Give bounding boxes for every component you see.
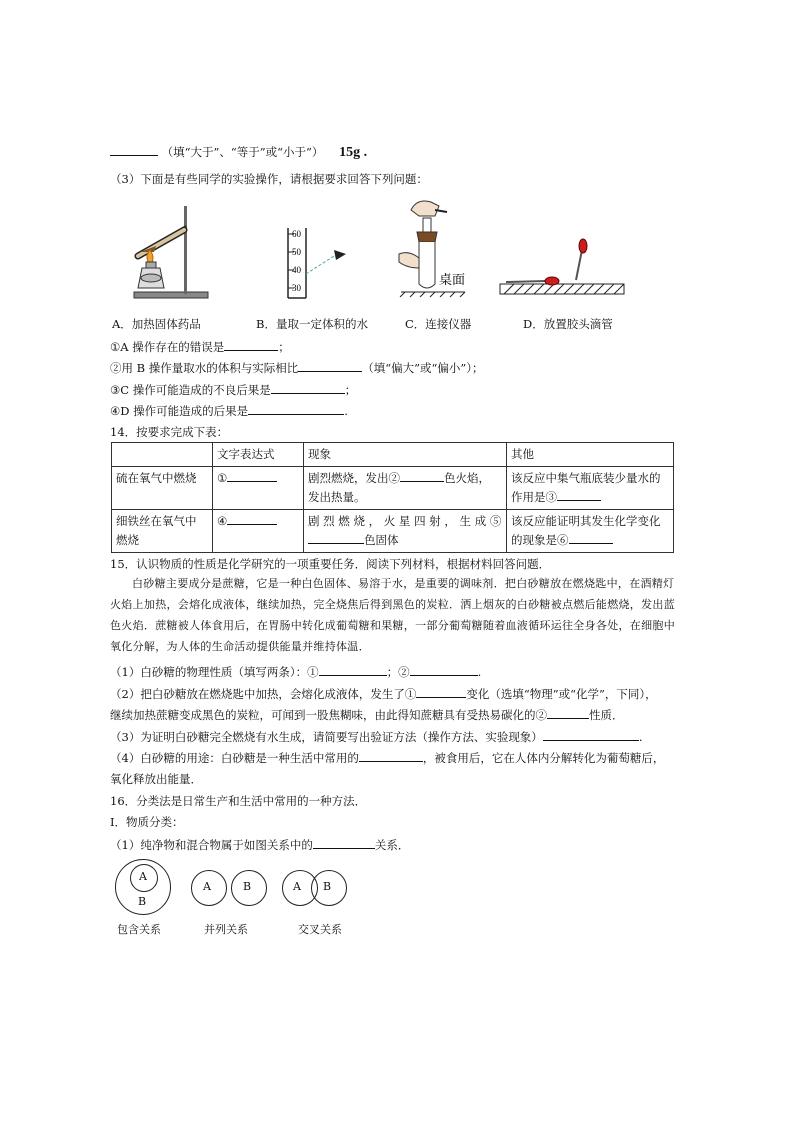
table-header-cell (112, 443, 213, 467)
answer-blank (557, 488, 601, 501)
label-a: A (203, 880, 211, 893)
tick-label-40: 40 (292, 265, 301, 275)
tick-label-30: 30 (292, 283, 301, 293)
table-header-cell: 文字表达式 (213, 443, 304, 467)
q15-passage: 白砂糖主要成分是蔗糖，它是一种白色固体、易溶于水，是重要的调味剂．把白砂糖放在燃烧匙中，在酒精灯火焰上加热，会熔化成液体，继续加热，完全烧焦后得到黑色的炭粒．洒上烟灰的白砂糖被点燃后能燃烧，发出蓝色火焰．蔗糖被人体食用后，在胃肠中转化成葡萄糖和果糖，一部分葡萄糖随着血液循环运往全身各处，在细胞中氧化分解，为人体的生命活动提供能量并维持体温． (110, 577, 675, 653)
answer-blank (271, 381, 345, 394)
q16-title: 16．分类法是日常生产和生活中常用的一种方法． (110, 794, 367, 808)
answer-blank (569, 531, 613, 544)
figure-a-heating-solid (120, 196, 210, 302)
caption-d: D．放置胶头滴管 (523, 317, 613, 331)
answer-blank (410, 663, 478, 676)
row-other: 该反应中集气瓶底装少量水的 作用是③ (507, 467, 674, 510)
answer-blank (543, 728, 639, 741)
label-b: B (138, 895, 147, 908)
table-row (112, 510, 674, 553)
row-other: 该反应能证明其发生化学变化 的现象是⑥ (507, 510, 674, 553)
label-a: A (293, 880, 301, 893)
answer-blank (110, 143, 158, 156)
fill-hint: （填“大于”、“等于”或“小于”） (161, 145, 324, 159)
answer-blank (547, 706, 589, 719)
answer-blank (227, 512, 277, 525)
q3-intro: （3）下面是有些同学的实验操作，请根据要求回答下列问题： (110, 172, 428, 186)
answer-blank (416, 685, 466, 698)
table-header-cell: 现象 (304, 443, 507, 467)
q3-sub2: ②用 B 操作量取水的体积与实际相比 （填“偏大”或“偏小”）； (110, 361, 484, 375)
q3-sub1: ①A 操作存在的错误是 ； (110, 340, 290, 354)
figure-b-measuring-cylinder (280, 226, 350, 300)
table-row (112, 467, 674, 510)
label-a: A (139, 870, 147, 883)
answer-blank (359, 749, 423, 762)
label-b: B (243, 880, 252, 893)
q15-sub4b: 氧化释放出能量． (110, 772, 202, 786)
tick-label-50: 50 (292, 247, 301, 257)
row-expression: ④ (213, 510, 304, 553)
q16-part1: I．物质分类： (110, 815, 184, 829)
answer-blank (400, 469, 444, 482)
q13-tail-line (110, 143, 367, 161)
caption-parallel: 并列关系 (204, 923, 248, 936)
q14-title: 14．按要求完成下表： (110, 425, 229, 439)
q15-sub1: （1）白砂糖的物理性质（填写两条）：① ；② . (110, 665, 482, 679)
q15-title: 15．认识物质的性质是化学研究的一项重要任务．阅读下列材料，根据材料回答问题． (110, 557, 551, 571)
figure-c-connecting-apparatus (395, 194, 475, 298)
caption-a: A．加热固体药品 (112, 317, 201, 331)
answer-blank (227, 469, 277, 482)
mass-value: 15g . (339, 145, 368, 160)
q15-sub3: （3）为证明白砂糖完全燃烧有水生成，请简要写出验证方法（操作方法、实验现象） . (110, 730, 643, 744)
label-b: B (323, 880, 332, 893)
row-phenomenon: 剧 烈 燃 烧 ， 火 星 四 射 ， 生 成 ⑤ 色固体 (304, 510, 507, 553)
q15-sub2b: 继续加热蔗糖变成黑色的炭粒，可闻到一股焦糊味，由此得知蔗糖具有受热易碳化的② 性质． (110, 708, 624, 722)
row-name: 细铁丝在氧气中 燃烧 (112, 510, 213, 553)
q14-table (111, 442, 674, 553)
q15-sub2a: （2）把白砂糖放在燃烧匙中加热，会熔化成液体，发生了① 变化（选填“物理”或“化学”，下同）， (110, 687, 657, 701)
table-header-row (112, 443, 674, 467)
q3-sub4: ④D 操作可能造成的后果是 . (110, 404, 348, 418)
answer-blank (308, 531, 364, 544)
desk-label: 桌面 (439, 273, 466, 288)
table-header-cell: 其他 (507, 443, 674, 467)
answer-blank (313, 836, 375, 849)
answer-blank (319, 663, 387, 676)
q15-sub4a: （4）白砂糖的用途：白砂糖是一种生活中常用的 ，被食用后，它在人体内分解转化为葡萄糖后， (110, 751, 665, 765)
answer-blank (224, 338, 278, 351)
answer-blank (298, 359, 362, 372)
caption-intersection: 交叉关系 (298, 923, 342, 936)
caption-c: C．连接仪器 (405, 317, 472, 331)
caption-b: B．量取一定体积的水 (256, 317, 368, 331)
q3-sub3: ③C 操作可能造成的不良后果是 ； (110, 383, 357, 397)
row-expression: ① (213, 467, 304, 510)
row-name: 硫在氧气中燃烧 (112, 467, 213, 510)
caption-inclusion: 包含关系 (117, 923, 161, 936)
tick-label-60: 60 (292, 229, 301, 239)
row-phenomenon: 剧烈燃烧，发出② 色火焰， 发出热量。 (304, 467, 507, 510)
answer-blank (248, 402, 344, 415)
figure-d-placing-dropper (496, 236, 628, 300)
q16-sub1: （1）纯净物和混合物属于如图关系中的 关系． (110, 838, 410, 852)
